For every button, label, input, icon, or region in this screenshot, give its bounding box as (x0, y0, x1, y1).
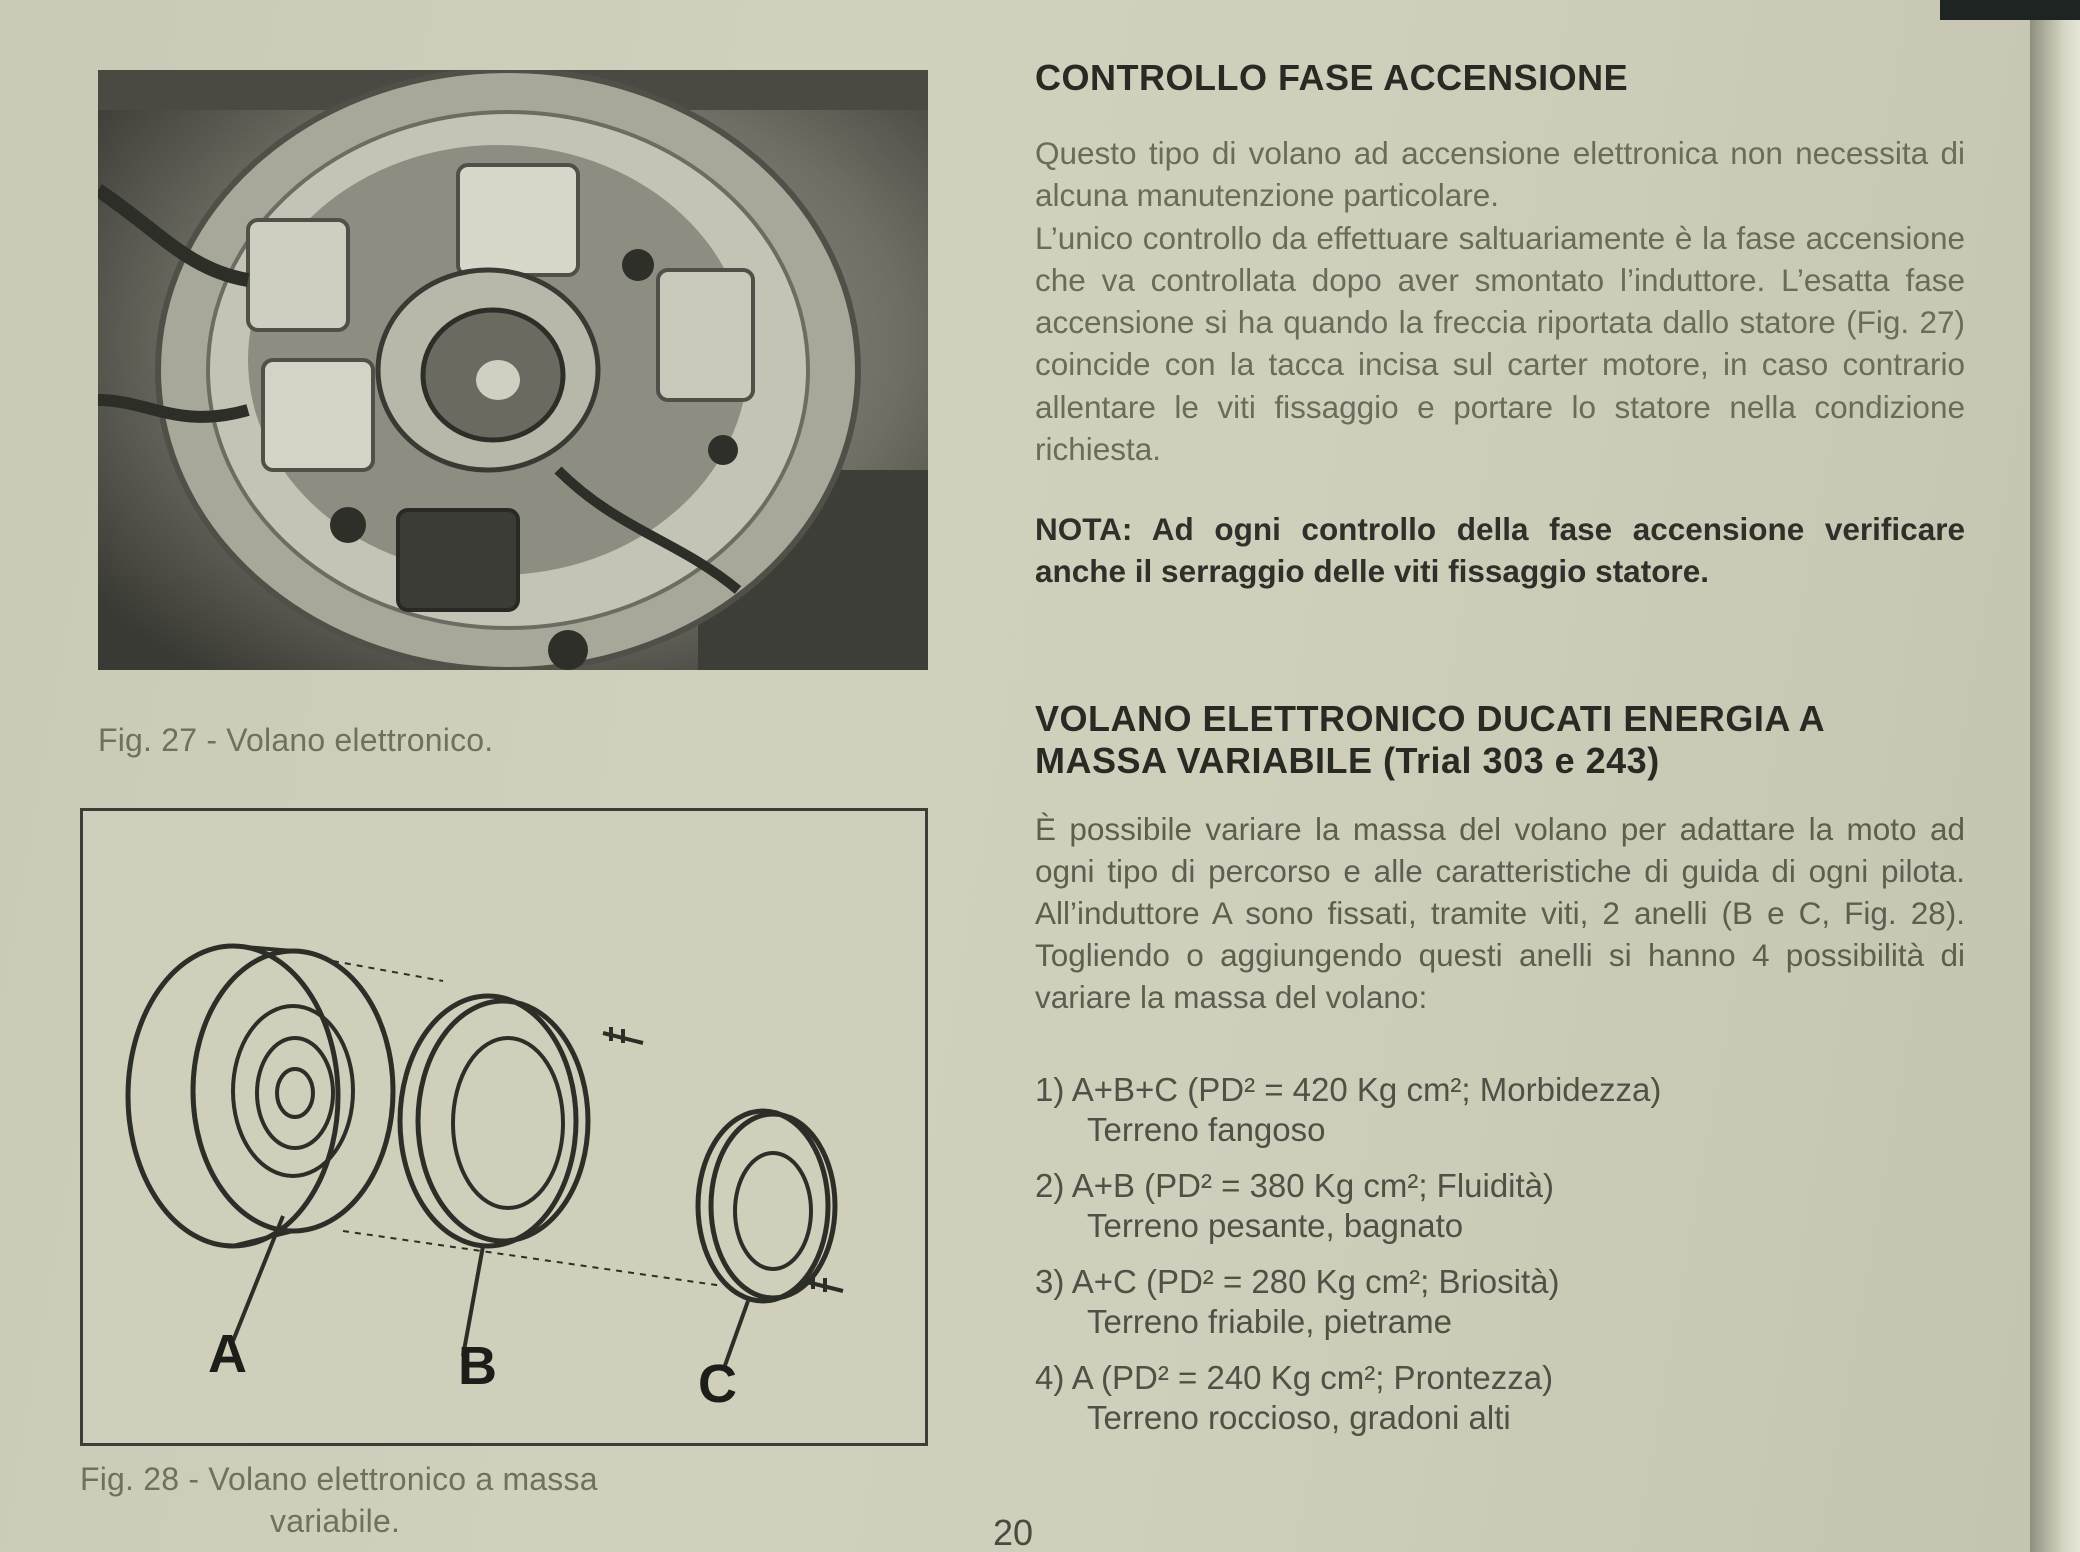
book-corner (1940, 0, 2080, 20)
option-sub: Terreno pesante, bagnato (1087, 1207, 1464, 1244)
list-item (1035, 1070, 1965, 1150)
part-a-label: A (208, 1324, 247, 1384)
page-fold (2030, 0, 2080, 1552)
option-sub: Terreno fangoso (1087, 1111, 1326, 1148)
list-item (1035, 1166, 1965, 1246)
mass-options-list (1035, 1070, 1965, 1454)
option-main: 1) A+B+C (PD² = 420 Kg cm²; Morbidezza) (1035, 1071, 1662, 1108)
part-b-label: B (458, 1336, 497, 1396)
figure28-caption-line1: Fig. 28 - Volano elettronico a massa (80, 1461, 598, 1497)
section1-title: CONTROLLO FASE ACCENSIONE (1035, 57, 1629, 98)
list-item (1035, 1358, 1965, 1438)
option-main: 3) A+C (PD² = 280 Kg cm²; Briosità) (1035, 1263, 1560, 1300)
section1-paragraph1: Questo tipo di volano ad accensione elettronica non necessita di alcuna manutenzione particolare. (1035, 135, 1965, 214)
option-sub: Terreno roccioso, gradoni alti (1087, 1399, 1511, 1436)
section2-title: VOLANO ELETTRONICO DUCATI ENERGIA A MASSA VARIABILE (Trial 303 e 243) (1035, 698, 1824, 781)
option-sub: Terreno friabile, pietrame (1087, 1303, 1452, 1340)
figure28-caption (80, 1458, 840, 1542)
stator-photo (98, 70, 928, 670)
section1-paragraph2: L’unico controllo da effettuare saltuariamente è la fase accensione che va controllata dopo aver smontato l’induttore. L’esatta fase accensione si ha quando la freccia riportata dallo statore (Fig. 27) coincide con la tacca incisa sul carter motore, in caso contrario allentare le viti fissaggio e portare lo statore nella condizione richiesta. (1035, 219, 1965, 468)
figure27-caption: Fig. 27 - Volano elettronico. (98, 722, 494, 758)
list-item (1035, 1262, 1965, 1342)
flywheel-exploded-drawing (80, 808, 928, 1446)
option-main: 2) A+B (PD² = 380 Kg cm²; Fluidità) (1035, 1167, 1555, 1204)
option-main: 4) A (PD² = 240 Kg cm²; Prontezza) (1035, 1359, 1554, 1396)
section2-paragraph: È possibile variare la massa del volano per adattare la moto ad ogni tipo di percorso e alle caratteristiche di guida di ogni pilota. All’induttore A sono fissati, tramite viti, 2 anelli (B e C, Fig. 28). Togliendo o aggiungendo questi anelli si hanno 4 possibilità di variare la massa del volano: (1035, 811, 1965, 1015)
page-number: 20 (993, 1512, 1034, 1552)
part-c-label: C (698, 1354, 737, 1414)
section1-note: NOTA: Ad ogni controllo della fase accensione verificare anche il serraggio delle viti fissaggio statore. (1035, 511, 1965, 590)
section1-body (1035, 132, 1965, 470)
figure28-caption-line2: variabile. (270, 1503, 401, 1539)
